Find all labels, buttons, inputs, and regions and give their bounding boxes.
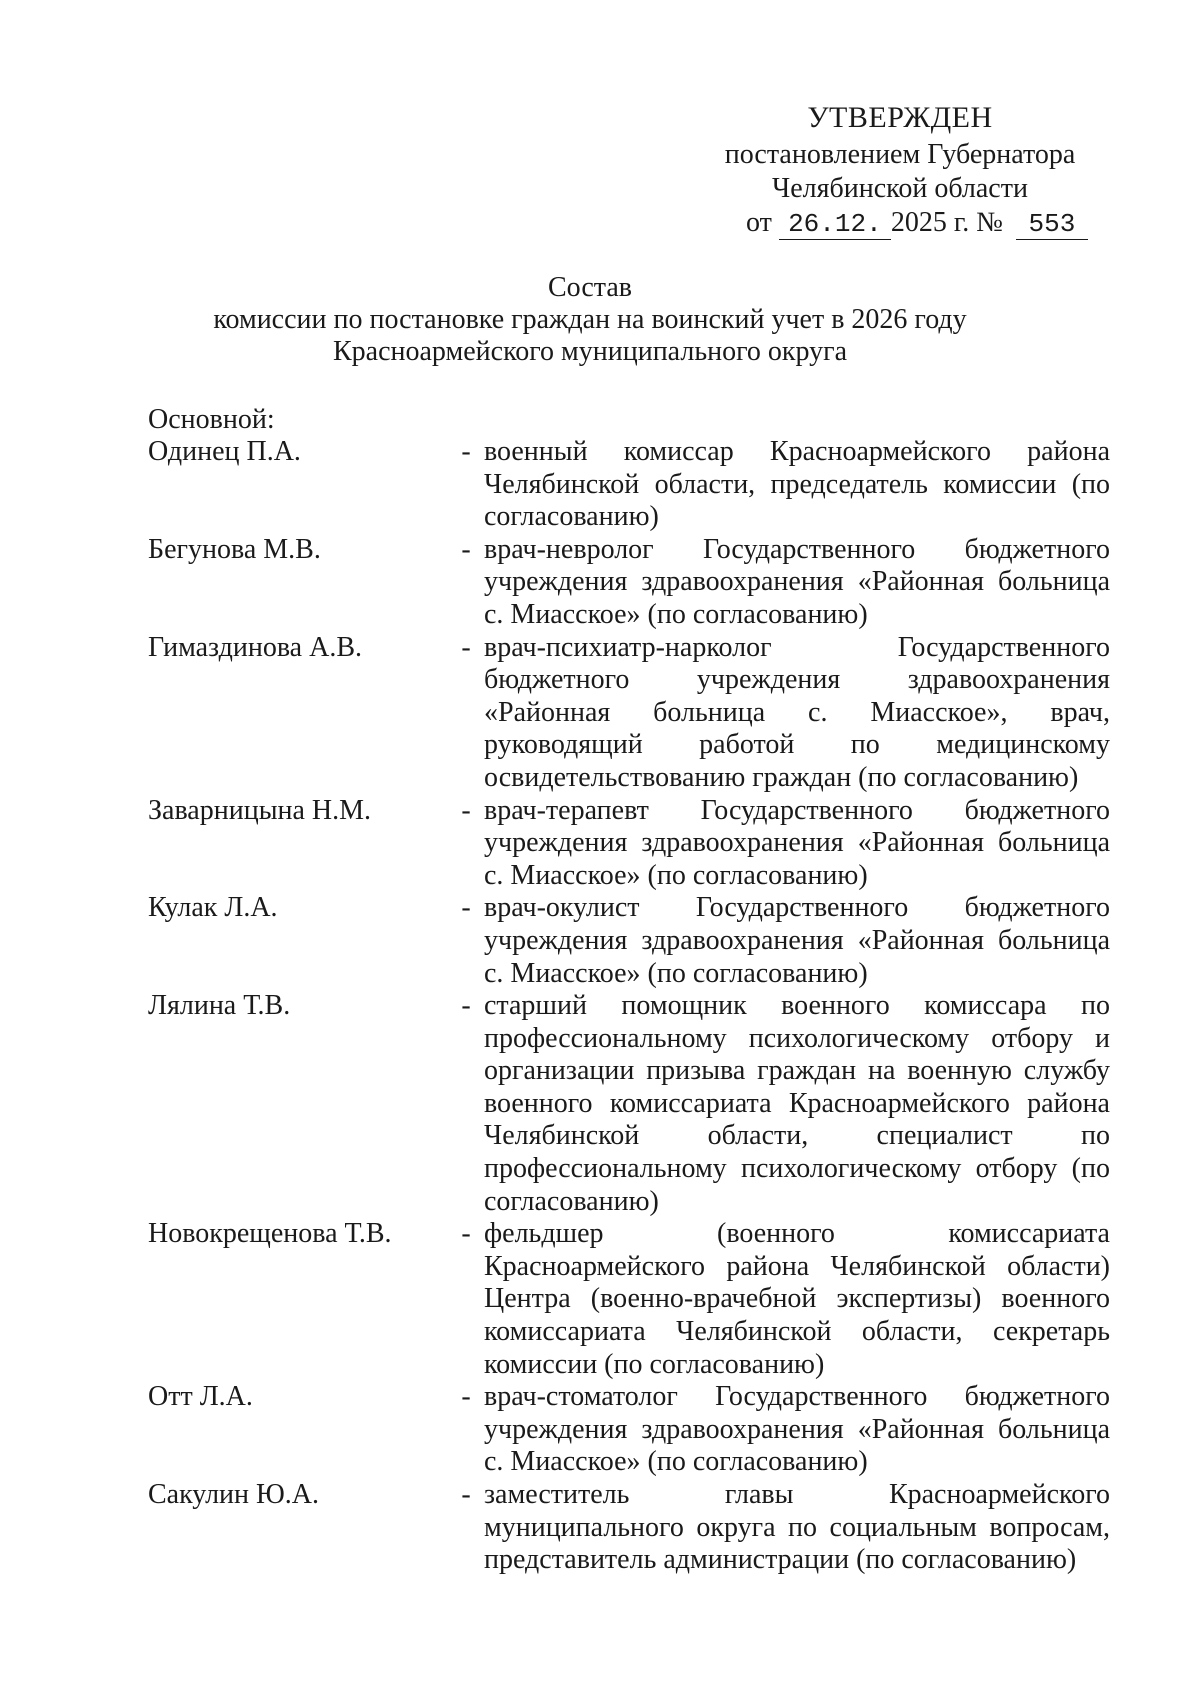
member-name: Кулак Л.А. <box>148 892 278 924</box>
member-role: врач-терапевт Государственного бюджетного учреждения здравоохранения «Районная больница с. Миасское» (по согласованию) <box>484 794 1110 891</box>
member-row <box>148 1479 1110 1577</box>
member-role: врач-окулист Государственного бюджетного учреждения здравоохранения «Районная больница с. Миасское» (по согласованию) <box>484 892 1110 989</box>
member-role: врач-психиатр-нарколог Государственного бюджетного учреждения здравоохранения «Районная больница с. Миасское», врач, руководящий работой по медицинскому освидетельствованию граждан (по согласованию) <box>484 631 1110 793</box>
member-name: Заварницына Н.М. <box>148 794 372 826</box>
member-role: военный комиссар Красноармейского района Челябинской области, председатель комиссии (по согласованию) <box>484 436 1110 533</box>
member-name: Гимаздинова А.В. <box>148 631 363 663</box>
member-dash: - <box>461 1381 471 1413</box>
date-field: 26.12. <box>779 209 891 240</box>
approval-line-1: постановлением Губернатора <box>724 139 1076 170</box>
member-row <box>148 534 1110 632</box>
member-name: Новокрещенова Т.В. <box>148 1218 392 1250</box>
member-name: Отт Л.А. <box>148 1381 253 1413</box>
approval-date-line <box>700 206 1100 240</box>
member-dash: - <box>461 631 471 663</box>
member-row <box>148 795 1110 893</box>
member-row <box>148 892 1110 990</box>
date-prefix: от <box>746 207 772 238</box>
heading-line-3: Красноармейского муниципального округа <box>332 336 848 367</box>
member-dash: - <box>461 990 471 1022</box>
member-dash: - <box>461 794 471 826</box>
member-row <box>148 1381 1110 1479</box>
member-role: фельдшер (военного комиссариата Красноармейского района Челябинской области) Центра (военно-врачебной экспертизы) военного комиссариата Челябинской области, секретарь комиссии (по согласованию) <box>484 1218 1110 1380</box>
member-row <box>148 1218 1110 1381</box>
member-name: Лялина Т.В. <box>148 990 291 1022</box>
member-role: старший помощник военного комиссара по профессиональному психологическому отбору и организации призыва граждан на военную службу военного комиссариата Красноармейского района Челябинской области, специалист по профессиональному психологическому отбору (по согласованию) <box>484 990 1110 1217</box>
member-role: заместитель главы Красноармейского муниципального округа по социальным вопросам, представитель администрации (по согласованию) <box>484 1479 1110 1576</box>
heading-line-1: Состав <box>547 272 633 303</box>
section-label: Основной: <box>148 404 275 435</box>
member-name: Бегунова М.В. <box>148 533 321 565</box>
member-row <box>148 990 1110 1218</box>
member-row <box>148 632 1110 795</box>
member-role: врач-невролог Государственного бюджетного учреждения здравоохранения «Районная больница с. Миасское» (по согласованию) <box>484 533 1110 630</box>
member-name: Одинец П.А. <box>148 436 301 467</box>
approval-stamp <box>700 98 1100 240</box>
approval-title: УТВЕРЖДЕН <box>807 101 993 134</box>
member-dash: - <box>461 1479 471 1510</box>
member-dash: - <box>461 892 471 924</box>
year-text: 2025 г. № <box>890 207 1003 238</box>
member-dash: - <box>461 533 471 565</box>
member-row <box>148 436 1110 534</box>
heading-line-2: комиссии по постановке граждан на воинский учет в 2026 году <box>213 304 967 335</box>
document-heading <box>150 272 1030 368</box>
members-list <box>148 436 1110 1577</box>
member-name: Сакулин Ю.А. <box>148 1479 320 1510</box>
member-dash: - <box>461 436 471 467</box>
approval-line-2: Челябинской области <box>772 173 1028 204</box>
member-dash: - <box>461 1218 471 1250</box>
member-role: врач-стоматолог Государственного бюджетного учреждения здравоохранения «Районная больница с. Миасское» (по согласованию) <box>484 1381 1110 1478</box>
number-field: 553 <box>1016 209 1088 240</box>
